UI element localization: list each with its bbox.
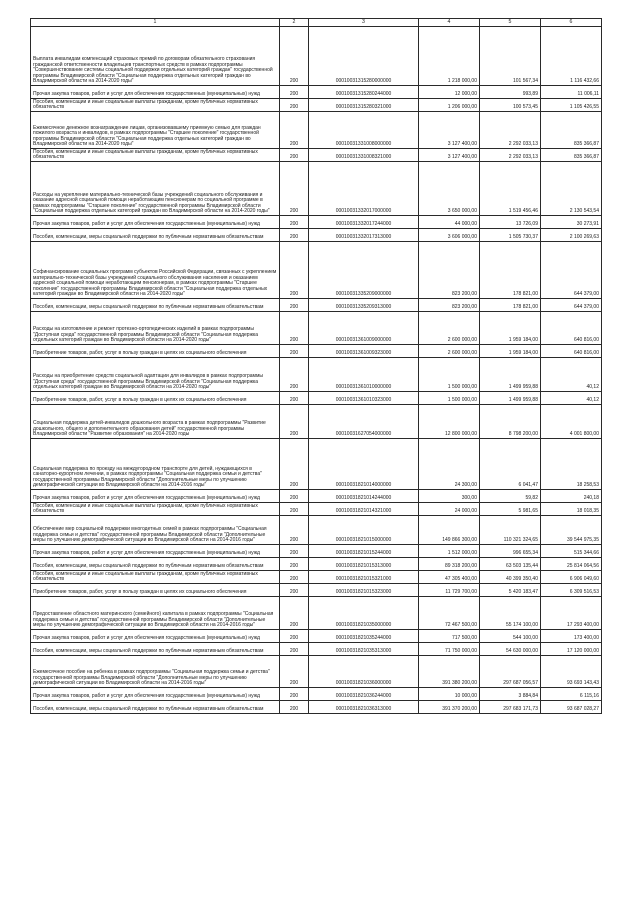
row-approved-amount: 1 206 000,00 <box>419 99 480 112</box>
row-approved-amount: 391 370 200,00 <box>419 701 480 714</box>
row-name: Пособия, компенсации и иные социальные выплаты гражданам, кроме публичных нормативных обязательств <box>31 503 280 516</box>
row-unexecuted-amount: 39 544 975,35 <box>541 516 602 545</box>
row-name: Пособия, компенсации и иные социальные выплаты гражданам, кроме публичных нормативных обязательств <box>31 149 280 162</box>
row-line-code: 200 <box>280 571 309 584</box>
row-budget-classification-code: 00010031821014000000 <box>309 439 419 490</box>
table-row <box>31 688 602 701</box>
row-executed-amount: 1 499 959,88 <box>480 358 541 392</box>
row-approved-amount: 44 000,00 <box>419 216 480 229</box>
row-approved-amount: 823 200,00 <box>419 242 480 299</box>
table-row <box>31 405 602 439</box>
table-row <box>31 86 602 99</box>
row-budget-classification-code: 00010031821014321000 <box>309 503 419 516</box>
row-budget-classification-code: 00010031627054000000 <box>309 405 419 439</box>
row-line-code: 200 <box>280 545 309 558</box>
column-number-4: 4 <box>419 19 480 27</box>
row-approved-amount: 3 650 000,00 <box>419 162 480 216</box>
row-budget-classification-code: 00010031361010323000 <box>309 392 419 405</box>
row-executed-amount: 101 567,34 <box>480 27 541 86</box>
row-unexecuted-amount: 30 273,91 <box>541 216 602 229</box>
row-approved-amount: 89 318 200,00 <box>419 558 480 571</box>
row-line-code: 200 <box>280 345 309 358</box>
row-unexecuted-amount: 17 293 400,00 <box>541 597 602 630</box>
table-row <box>31 571 602 584</box>
row-name: Расходы на приобретение средств социальной адаптации для инвалидов в рамках подпрограммы "Доступная среда" государственной программы Владимирской области "Социальная поддержка отдельных категорий граждан во Владимирской области на 2014-2020 годы" <box>31 358 280 392</box>
row-executed-amount: 1 959 184,00 <box>480 312 541 345</box>
row-executed-amount: 40 399 350,40 <box>480 571 541 584</box>
row-executed-amount: 1 519 456,46 <box>480 162 541 216</box>
row-name: Пособия, компенсации и иные социальные выплаты гражданам, кроме публичных нормативных обязательств <box>31 99 280 112</box>
row-approved-amount: 1 218 000,00 <box>419 27 480 86</box>
table-row <box>31 312 602 345</box>
row-unexecuted-amount: 173 400,00 <box>541 630 602 643</box>
row-executed-amount: 178 821,00 <box>480 242 541 299</box>
row-approved-amount: 1 500 000,00 <box>419 392 480 405</box>
row-name: Социальная поддержка по проезду на междугородном транспорте для детей, нуждающихся в санаторно-курортном лечении, в рамках подпрограммы "Социальная поддержка семьи и детства" государственной программы Владимирской области "Дополнительные меры по улучшению демографической ситуации во Владимирской области на 2014-2016 годы" <box>31 439 280 490</box>
row-name: Приобретение товаров, работ, услуг в пользу граждан в целях их социального обеспечения <box>31 584 280 597</box>
row-budget-classification-code: 00010031335209000000 <box>309 242 419 299</box>
table-row <box>31 597 602 630</box>
row-unexecuted-amount: 40,12 <box>541 392 602 405</box>
row-approved-amount: 3 606 000,00 <box>419 229 480 242</box>
row-name: Пособия, компенсации, меры социальной поддержки по публичным нормативным обязательствам <box>31 643 280 656</box>
row-executed-amount: 54 630 000,00 <box>480 643 541 656</box>
row-line-code: 200 <box>280 405 309 439</box>
row-unexecuted-amount: 93 693 143,43 <box>541 656 602 688</box>
row-budget-classification-code: 00010031361009000000 <box>309 312 419 345</box>
row-budget-classification-code: 00010031821015000000 <box>309 516 419 545</box>
row-name: Расходы на укрепление материально-технической базы учреждений социального обслуживания и оказание адресной социальной помощи неработающим пенсионерам по социальной программе в рамках подпрограммы "Старшее поколение" государственной программы Владимирской области "Социальная поддержка отдельных категорий граждан во Владимирской области на 2014-2020 годы" <box>31 162 280 216</box>
row-executed-amount: 1 499 959,88 <box>480 392 541 405</box>
table-row <box>31 701 602 714</box>
row-budget-classification-code: 00010031821035000000 <box>309 597 419 630</box>
row-executed-amount: 297 687 056,57 <box>480 656 541 688</box>
row-name: Прочая закупка товаров, работ и услуг для обеспечения государственных (муниципальных) нужд <box>31 630 280 643</box>
table-row <box>31 358 602 392</box>
row-budget-classification-code: 00010031315280321000 <box>309 99 419 112</box>
column-number-6: 6 <box>541 19 602 27</box>
row-line-code: 200 <box>280 688 309 701</box>
row-executed-amount: 2 292 033,13 <box>480 112 541 149</box>
row-name: Прочая закупка товаров, работ и услуг для обеспечения государственных (муниципальных) нужд <box>31 86 280 99</box>
row-approved-amount: 1 512 000,00 <box>419 545 480 558</box>
row-line-code: 200 <box>280 490 309 503</box>
row-name: Выплата инвалидам компенсаций страховых премий по договорам обязательного страхования гражданской ответственности владельцев транспортных средств в рамках подпрограммы "Совершенствование системы социальной поддержки отдельных категорий граждан" государственной программы Владимирской области "Социальная поддержка отдельных категорий граждан во Владимирской области на 2014-2020 годы" <box>31 27 280 86</box>
row-line-code: 200 <box>280 392 309 405</box>
row-budget-classification-code: 00010031315280244000 <box>309 86 419 99</box>
row-approved-amount: 12 000,00 <box>419 86 480 99</box>
row-executed-amount: 8 798 200,00 <box>480 405 541 439</box>
row-unexecuted-amount: 40,12 <box>541 358 602 392</box>
row-budget-classification-code: 00010031332017000000 <box>309 162 419 216</box>
row-unexecuted-amount: 644 379,00 <box>541 242 602 299</box>
row-executed-amount: 59,82 <box>480 490 541 503</box>
report-body <box>31 27 602 714</box>
row-approved-amount: 71 750 000,00 <box>419 643 480 656</box>
column-number-5: 5 <box>480 19 541 27</box>
row-executed-amount: 2 292 033,13 <box>480 149 541 162</box>
row-name: Приобретение товаров, работ, услуг в пользу граждан в целях их социального обеспечения <box>31 345 280 358</box>
row-unexecuted-amount: 18 018,35 <box>541 503 602 516</box>
row-line-code: 200 <box>280 27 309 86</box>
row-approved-amount: 717 500,00 <box>419 630 480 643</box>
table-row <box>31 392 602 405</box>
row-budget-classification-code: 00010031332017313000 <box>309 229 419 242</box>
row-unexecuted-amount: 1 116 432,66 <box>541 27 602 86</box>
row-budget-classification-code: 00010031821015321000 <box>309 571 419 584</box>
row-unexecuted-amount: 4 001 800,00 <box>541 405 602 439</box>
row-unexecuted-amount: 835 366,87 <box>541 112 602 149</box>
row-name: Прочая закупка товаров, работ и услуг для обеспечения государственных (муниципальных) нужд <box>31 490 280 503</box>
row-budget-classification-code: 00010031821036244000 <box>309 688 419 701</box>
table-row <box>31 299 602 312</box>
budget-report-sheet <box>30 18 601 714</box>
table-row <box>31 643 602 656</box>
row-name: Прочая закупка товаров, работ и услуг для обеспечения государственных (муниципальных) нужд <box>31 216 280 229</box>
row-executed-amount: 996 655,34 <box>480 545 541 558</box>
row-line-code: 200 <box>280 558 309 571</box>
row-executed-amount: 5 420 183,47 <box>480 584 541 597</box>
row-approved-amount: 12 800 000,00 <box>419 405 480 439</box>
row-approved-amount: 3 127 400,00 <box>419 112 480 149</box>
row-approved-amount: 47 305 400,00 <box>419 571 480 584</box>
column-number-2: 2 <box>280 19 309 27</box>
table-row <box>31 242 602 299</box>
row-executed-amount: 178 821,00 <box>480 299 541 312</box>
row-unexecuted-amount: 17 120 000,00 <box>541 643 602 656</box>
table-row <box>31 27 602 86</box>
table-row <box>31 216 602 229</box>
row-line-code: 200 <box>280 242 309 299</box>
row-line-code: 200 <box>280 229 309 242</box>
row-name: Прочая закупка товаров, работ и услуг для обеспечения государственных (муниципальных) нужд <box>31 545 280 558</box>
row-line-code: 200 <box>280 597 309 630</box>
row-name: Пособия, компенсации, меры социальной поддержки по публичным нормативным обязательствам <box>31 701 280 714</box>
row-budget-classification-code: 00010031331008321000 <box>309 149 419 162</box>
table-row <box>31 112 602 149</box>
table-row <box>31 558 602 571</box>
row-budget-classification-code: 00010031315280000000 <box>309 27 419 86</box>
row-name: Пособия, компенсации и иные социальные выплаты гражданам, кроме публичных нормативных обязательств <box>31 571 280 584</box>
row-name: Ежемесячное пособие на ребенка в рамках подпрограммы "Социальная поддержка семьи и детства" государственной программы Владимирской области "Дополнительные меры по улучшению демографической ситуации во Владимирской области на 2014-2016 годы" <box>31 656 280 688</box>
row-line-code: 200 <box>280 701 309 714</box>
table-row <box>31 229 602 242</box>
row-approved-amount: 149 866 300,00 <box>419 516 480 545</box>
column-number-3: 3 <box>309 19 419 27</box>
row-name: Расходы на изготовление и ремонт протезно-ортопедических изделий в рамках подпрограммы "Доступная среда" государственной программы Владимирской области "Социальная поддержка отдельных категорий граждан во Владимирской области на 2014-2020 годы" <box>31 312 280 345</box>
row-unexecuted-amount: 2 130 543,54 <box>541 162 602 216</box>
row-unexecuted-amount: 2 100 269,63 <box>541 229 602 242</box>
row-approved-amount: 300,00 <box>419 490 480 503</box>
row-unexecuted-amount: 11 006,11 <box>541 86 602 99</box>
table-row <box>31 503 602 516</box>
row-unexecuted-amount: 1 105 426,55 <box>541 99 602 112</box>
row-name: Прочая закупка товаров, работ и услуг для обеспечения государственных (муниципальных) нужд <box>31 688 280 701</box>
row-budget-classification-code: 00010031821015313000 <box>309 558 419 571</box>
row-line-code: 200 <box>280 216 309 229</box>
row-approved-amount: 823 200,00 <box>419 299 480 312</box>
row-unexecuted-amount: 835 366,87 <box>541 149 602 162</box>
column-number-header-row <box>31 19 602 27</box>
row-budget-classification-code: 00010031335209313000 <box>309 299 419 312</box>
table-row <box>31 490 602 503</box>
row-budget-classification-code: 00010031361010000000 <box>309 358 419 392</box>
table-row <box>31 99 602 112</box>
row-budget-classification-code: 00010031821036313000 <box>309 701 419 714</box>
row-approved-amount: 10 000,00 <box>419 688 480 701</box>
row-name: Предоставление областного материнского (семейного) капитала в рамках подпрограммы "Социальная поддержка семьи и детства" государственной программы Владимирской области "Дополнительные меры по улучшению демографической ситуации во Владимирской области на 2014-2016 годы" <box>31 597 280 630</box>
row-line-code: 200 <box>280 312 309 345</box>
row-executed-amount: 297 683 171,73 <box>480 701 541 714</box>
row-executed-amount: 63 503 135,44 <box>480 558 541 571</box>
row-approved-amount: 391 380 200,00 <box>419 656 480 688</box>
row-approved-amount: 1 500 000,00 <box>419 358 480 392</box>
row-unexecuted-amount: 6 906 049,60 <box>541 571 602 584</box>
row-approved-amount: 24 000,00 <box>419 503 480 516</box>
row-unexecuted-amount: 25 814 064,56 <box>541 558 602 571</box>
row-budget-classification-code: 00010031331008000000 <box>309 112 419 149</box>
row-name: Социальная поддержка детей-инвалидов дошкольного возраста в рамках подпрограммы "Развитие дошкольного, общего и дополнительного образования детей" государственной программы Владимирской области "Развитие образования" на 2014-2020 годы <box>31 405 280 439</box>
row-name: Пособия, компенсации, меры социальной поддержки по публичным нормативным обязательствам <box>31 558 280 571</box>
row-line-code: 200 <box>280 439 309 490</box>
row-line-code: 200 <box>280 99 309 112</box>
row-budget-classification-code: 00010031821014244000 <box>309 490 419 503</box>
row-approved-amount: 2 600 000,00 <box>419 312 480 345</box>
table-row <box>31 162 602 216</box>
row-line-code: 200 <box>280 299 309 312</box>
row-budget-classification-code: 00010031332017244000 <box>309 216 419 229</box>
row-line-code: 200 <box>280 630 309 643</box>
row-unexecuted-amount: 515 344,66 <box>541 545 602 558</box>
row-budget-classification-code: 00010031821035244000 <box>309 630 419 643</box>
row-budget-classification-code: 00010031821035313000 <box>309 643 419 656</box>
row-line-code: 200 <box>280 643 309 656</box>
row-budget-classification-code: 00010031821036000000 <box>309 656 419 688</box>
row-line-code: 200 <box>280 149 309 162</box>
row-executed-amount: 1 505 730,37 <box>480 229 541 242</box>
table-row <box>31 630 602 643</box>
row-unexecuted-amount: 6 115,16 <box>541 688 602 701</box>
row-name: Обеспечение мер социальной поддержки многодетных семей в рамках подпрограммы "Социальная поддержка семьи и детства" государственной программы Владимирской области "Дополнительные меры по улучшению демографической ситуации во Владимирской области на 2014-2016 годы" <box>31 516 280 545</box>
row-line-code: 200 <box>280 162 309 216</box>
table-row <box>31 149 602 162</box>
row-name: Пособия, компенсации, меры социальной поддержки по публичным нормативным обязательствам <box>31 229 280 242</box>
column-number-1: 1 <box>31 19 280 27</box>
row-executed-amount: 110 321 324,65 <box>480 516 541 545</box>
row-approved-amount: 3 127 400,00 <box>419 149 480 162</box>
row-line-code: 200 <box>280 656 309 688</box>
row-unexecuted-amount: 6 309 516,53 <box>541 584 602 597</box>
table-row <box>31 439 602 490</box>
row-budget-classification-code: 00010031821015323000 <box>309 584 419 597</box>
row-approved-amount: 24 300,00 <box>419 439 480 490</box>
row-executed-amount: 13 726,09 <box>480 216 541 229</box>
row-budget-classification-code: 00010031361009323000 <box>309 345 419 358</box>
row-executed-amount: 544 100,00 <box>480 630 541 643</box>
row-unexecuted-amount: 644 379,00 <box>541 299 602 312</box>
row-unexecuted-amount: 640 816,00 <box>541 345 602 358</box>
row-unexecuted-amount: 18 258,53 <box>541 439 602 490</box>
row-approved-amount: 72 467 500,00 <box>419 597 480 630</box>
row-budget-classification-code: 00010031821015244000 <box>309 545 419 558</box>
row-executed-amount: 100 573,45 <box>480 99 541 112</box>
row-unexecuted-amount: 93 687 028,27 <box>541 701 602 714</box>
row-executed-amount: 5 981,65 <box>480 503 541 516</box>
table-row <box>31 516 602 545</box>
row-name: Ежемесячное денежное вознаграждение лицам, организовавшему приемную семью для граждан пожилого возраста и инвалидов, в рамках подпрограммы "Старшее поколение" государственной программы Владимирской области "Социальная поддержка отдельных категорий граждан во Владимирской области на 2014-2020 годы" <box>31 112 280 149</box>
row-executed-amount: 3 884,84 <box>480 688 541 701</box>
row-line-code: 200 <box>280 86 309 99</box>
row-executed-amount: 55 174 100,00 <box>480 597 541 630</box>
row-unexecuted-amount: 240,18 <box>541 490 602 503</box>
row-name: Пособия, компенсации, меры социальной поддержки по публичным нормативным обязательствам <box>31 299 280 312</box>
row-approved-amount: 2 600 000,00 <box>419 345 480 358</box>
row-approved-amount: 11 729 700,00 <box>419 584 480 597</box>
row-executed-amount: 1 959 184,00 <box>480 345 541 358</box>
row-line-code: 200 <box>280 503 309 516</box>
row-line-code: 200 <box>280 584 309 597</box>
row-line-code: 200 <box>280 516 309 545</box>
budget-execution-table <box>30 18 602 714</box>
row-executed-amount: 6 041,47 <box>480 439 541 490</box>
table-row <box>31 584 602 597</box>
row-executed-amount: 993,89 <box>480 86 541 99</box>
row-unexecuted-amount: 640 816,00 <box>541 312 602 345</box>
table-row <box>31 545 602 558</box>
row-name: Софинансирование социальных программ субъектов Российской Федерации, связанных с укреплением материально-технической базы учреждений социального обслуживания населения и оказанием адресной социальной помощи неработающим пенсионерам, в рамках подпрограммы "Старшее поколение" государственной программы Владимирской области "Социальная поддержка отдельных категорий граждан во Владимирской области на 2014-2020 годы" <box>31 242 280 299</box>
table-row <box>31 345 602 358</box>
table-row <box>31 656 602 688</box>
row-line-code: 200 <box>280 358 309 392</box>
row-name: Приобретение товаров, работ, услуг в пользу граждан в целях их социального обеспечения <box>31 392 280 405</box>
row-line-code: 200 <box>280 112 309 149</box>
